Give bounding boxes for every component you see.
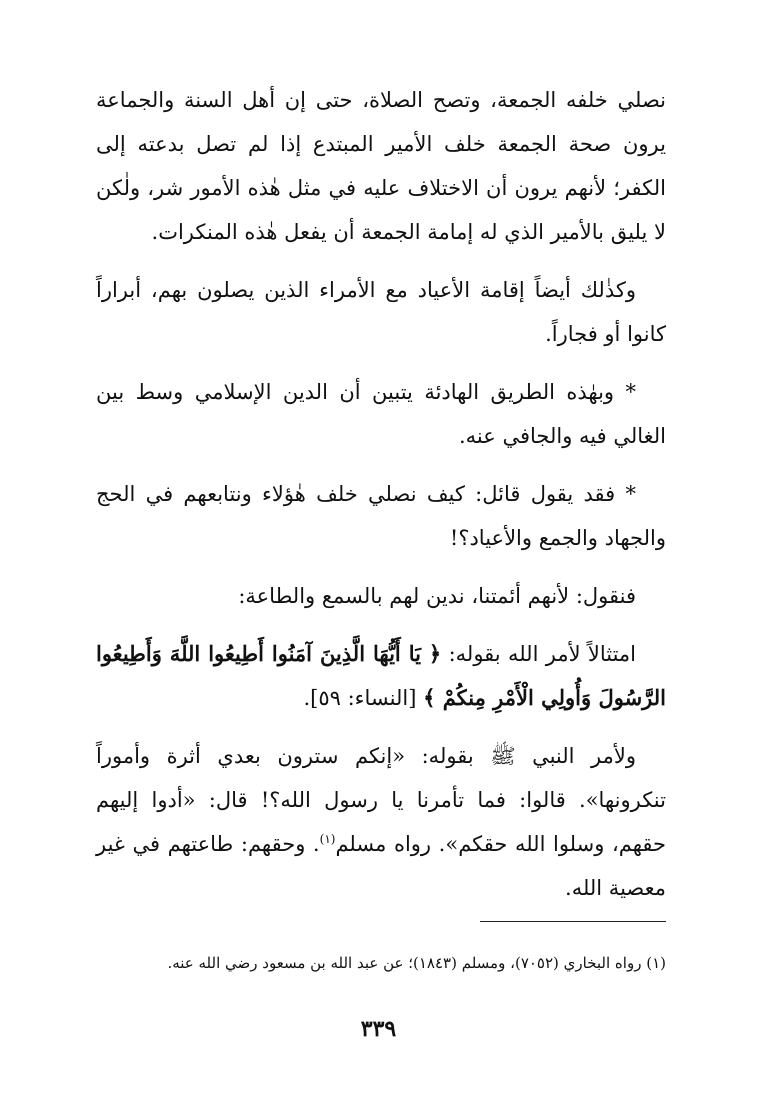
page-body <box>96 78 666 924</box>
verse-intro: امتثالاً لأمر الله بقوله: <box>441 642 637 666</box>
paragraph-4: * فقد يقول قائل: كيف نصلي خلف هٰؤلاء ونتابعهم في الحج والجهاد والجمع والأعياد؟! <box>96 482 666 550</box>
hadith-text: ولأمر النبي ﷺ بقوله: «إنكم سترون بعدي أثرة وأموراً تنكرونها». قالوا: فما تأمرنا يا رسول الله؟! قال: «أدوا إليهم حقهم، وسلوا الله حقكم». رواه مسلم <box>96 744 667 856</box>
paragraph-6 <box>96 632 666 720</box>
paragraph-2: وكذٰلك أيضاً إقامة الأعياد مع الأمراء الذين يصلون بهم، أبراراً كانوا أو فجاراً. <box>96 278 666 346</box>
footnote: (١) رواه البخاري (٧٠٥٢)، ومسلم (١٨٤٣)؛ عن عبد الله بن مسعود رضي الله عنه. <box>167 954 666 972</box>
paragraph-5: فنقول: لأنهم أئمتنا، ندين لهم بالسمع والطاعة: <box>238 584 636 608</box>
quran-verse: ﴿ يَا أَيُّهَا الَّذِينَ آمَنُوا أَطِيعُوا اللَّهَ وَأَطِيعُوا الرَّسُولَ وَأُولِي الْأَمْرِ مِنكُمْ ﴾ <box>96 641 666 710</box>
paragraph-1: نصلي خلفه الجمعة، وتصح الصلاة، حتى إن أهل السنة والجماعة يرون صحة الجمعة خلف الأمير المبتدع إذا لم تصل بدعته إلى الكفر؛ لأنهم يرون أن الاختلاف عليه في مثل هٰذه الأمور شر، ولٰكن لا يليق بالأمير الذي له إمامة الجمعة أن يفعل هٰذه المنكرات. <box>96 88 666 244</box>
page-number: ٣٣٩ <box>360 1016 397 1042</box>
hadith-conclusion: . وحقهم: طاعتهم في غير معصية الله. <box>96 832 666 900</box>
footnote-marker: (١) <box>319 832 336 846</box>
verse-reference: [النساء: ٥٩]. <box>303 686 424 710</box>
paragraph-7 <box>96 734 666 910</box>
footnote-divider <box>480 921 666 922</box>
paragraph-3: * وبهٰذه الطريق الهادئة يتبين أن الدين الإسلامي وسط بين الغالي فيه والجافي عنه. <box>96 380 666 448</box>
